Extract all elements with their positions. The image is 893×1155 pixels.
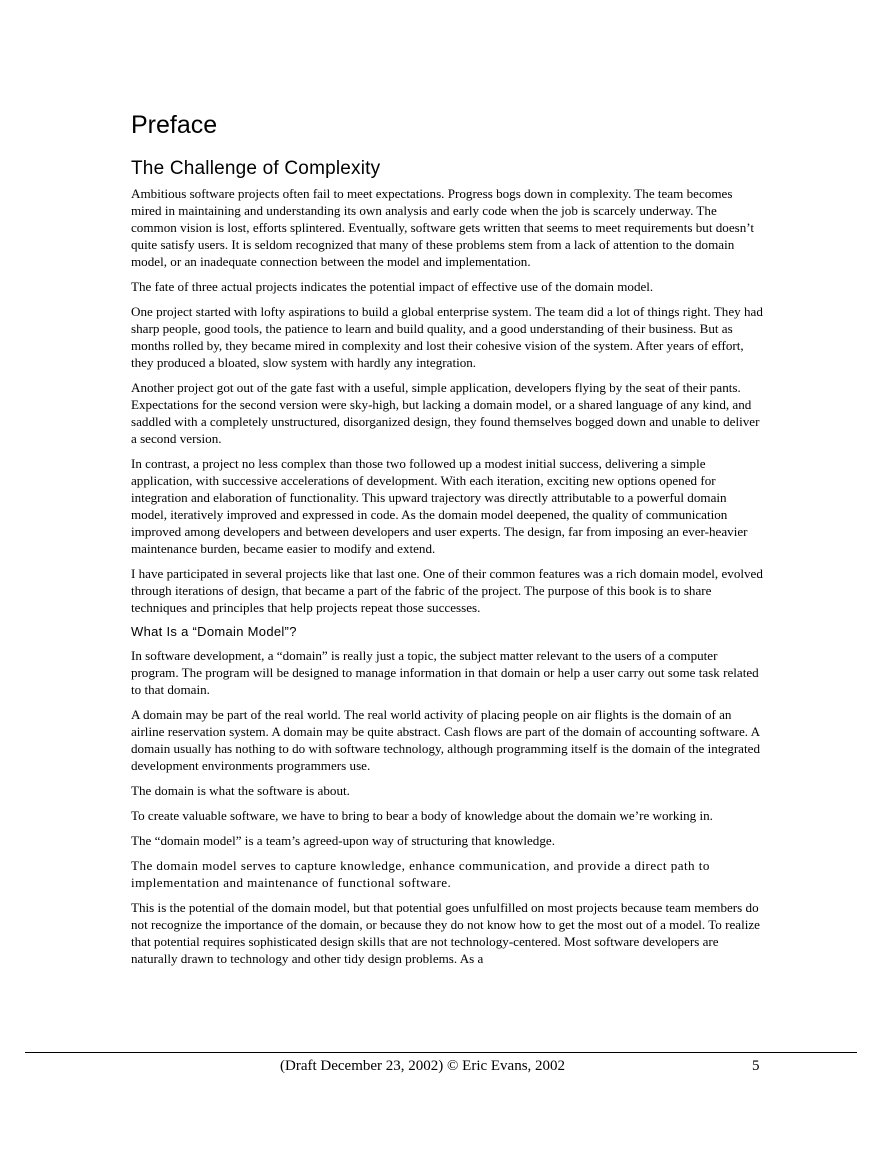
paragraph: To create valuable software, we have to bring to bear a body of knowledge about the domain we’re working in. (131, 808, 713, 823)
footer-copyright: (Draft December 23, 2002) © Eric Evans, 2002 (280, 1058, 566, 1074)
section-title: The Challenge of Complexity (131, 158, 381, 179)
paragraph: The fate of three actual projects indicates the potential impact of effective use of the domain model. (131, 279, 654, 294)
paragraph: In software development, a “domain” is really just a topic, the subject matter relevant to the users of a computer program. The program will be designed to manage information in that domain or help a user carry out some task related to that domain. (131, 648, 759, 697)
emphasized-paragraph: The domain model serves to capture knowledge, enhance communication, and provide a direct path to implementation and maintenance of functional software. (131, 858, 710, 890)
paragraph: One project started with lofty aspirations to build a global enterprise system. The team did a lot of things right. They had sharp people, good tools, the patience to learn and build quality, and a good understanding of their business. But as months rolled by, they became mired in complexity and lost their cohesive vision of the system. After years of effort, they produced a bloated, slow system with hardly any integration. (131, 304, 763, 370)
document-page (131, 110, 763, 975)
paragraph: Ambitious software projects often fail to meet expectations. Progress bogs down in complexity. The team becomes mired in maintaining and understanding its own analysis and early code when the job is scarcely underway. The common vision is lost, efforts splintered. Eventually, software gets written that seems to meet requirements but doesn’t quite satisfy users. It is seldom recognized that many of these problems stem from a lack of attention to the domain model, or an inadequate connection between the model and implementation. (131, 186, 755, 269)
paragraph: The domain is what the software is about. (131, 783, 350, 798)
chapter-title: Preface (131, 111, 218, 139)
subsection-title: What Is a “Domain Model”? (131, 624, 297, 639)
paragraph: In contrast, a project no less complex than those two followed up a modest initial success, delivering a simple application, with successive accelerations of development. With each iteration, exciting new options opened for integration and elaboration of functionality. This upward trajectory was directly attributable to a powerful domain model, iteratively improved and expressed in code. As the domain model deepened, the quality of communication improved among developers and between developers and user experts. The design, far from imposing an ever-heavier maintenance burden, became easier to modify and extend. (131, 456, 748, 556)
paragraph: This is the potential of the domain model, but that potential goes unfulfilled on most projects because team members do not recognize the importance of the domain, or because they do not know how to get the most out of a model. To realize that potential requires sophisticated design skills that are not technology-centered. Most software developers are naturally drawn to technology and other tidy design problems. As a (131, 900, 760, 966)
page-number: 5 (752, 1058, 760, 1074)
paragraph: I have participated in several projects like that last one. One of their common features was a rich domain model, evolved through iterations of design, that became a part of the fabric of the project. The purpose of this book is to share techniques and principles that help projects repeat those successes. (131, 566, 763, 615)
paragraph: The “domain model” is a team’s agreed-upon way of structuring that knowledge. (131, 833, 555, 848)
footer-divider (25, 1052, 857, 1053)
paragraph: A domain may be part of the real world. The real world activity of placing people on air flights is the domain of an airline reservation system. A domain may be quite abstract. Cash flows are part of the domain of accounting software. A domain usually has nothing to do with software technology, although programming itself is the domain of the integrated development environments programmers use. (131, 707, 760, 773)
paragraph: Another project got out of the gate fast with a useful, simple application, developers flying by the seat of their pants. Expectations for the second version were sky-high, but lacking a domain model, or a shared language of any kind, and saddled with a completely unstructured, disorganized design, they found themselves bogged down and unable to deliver a second version. (131, 380, 760, 446)
